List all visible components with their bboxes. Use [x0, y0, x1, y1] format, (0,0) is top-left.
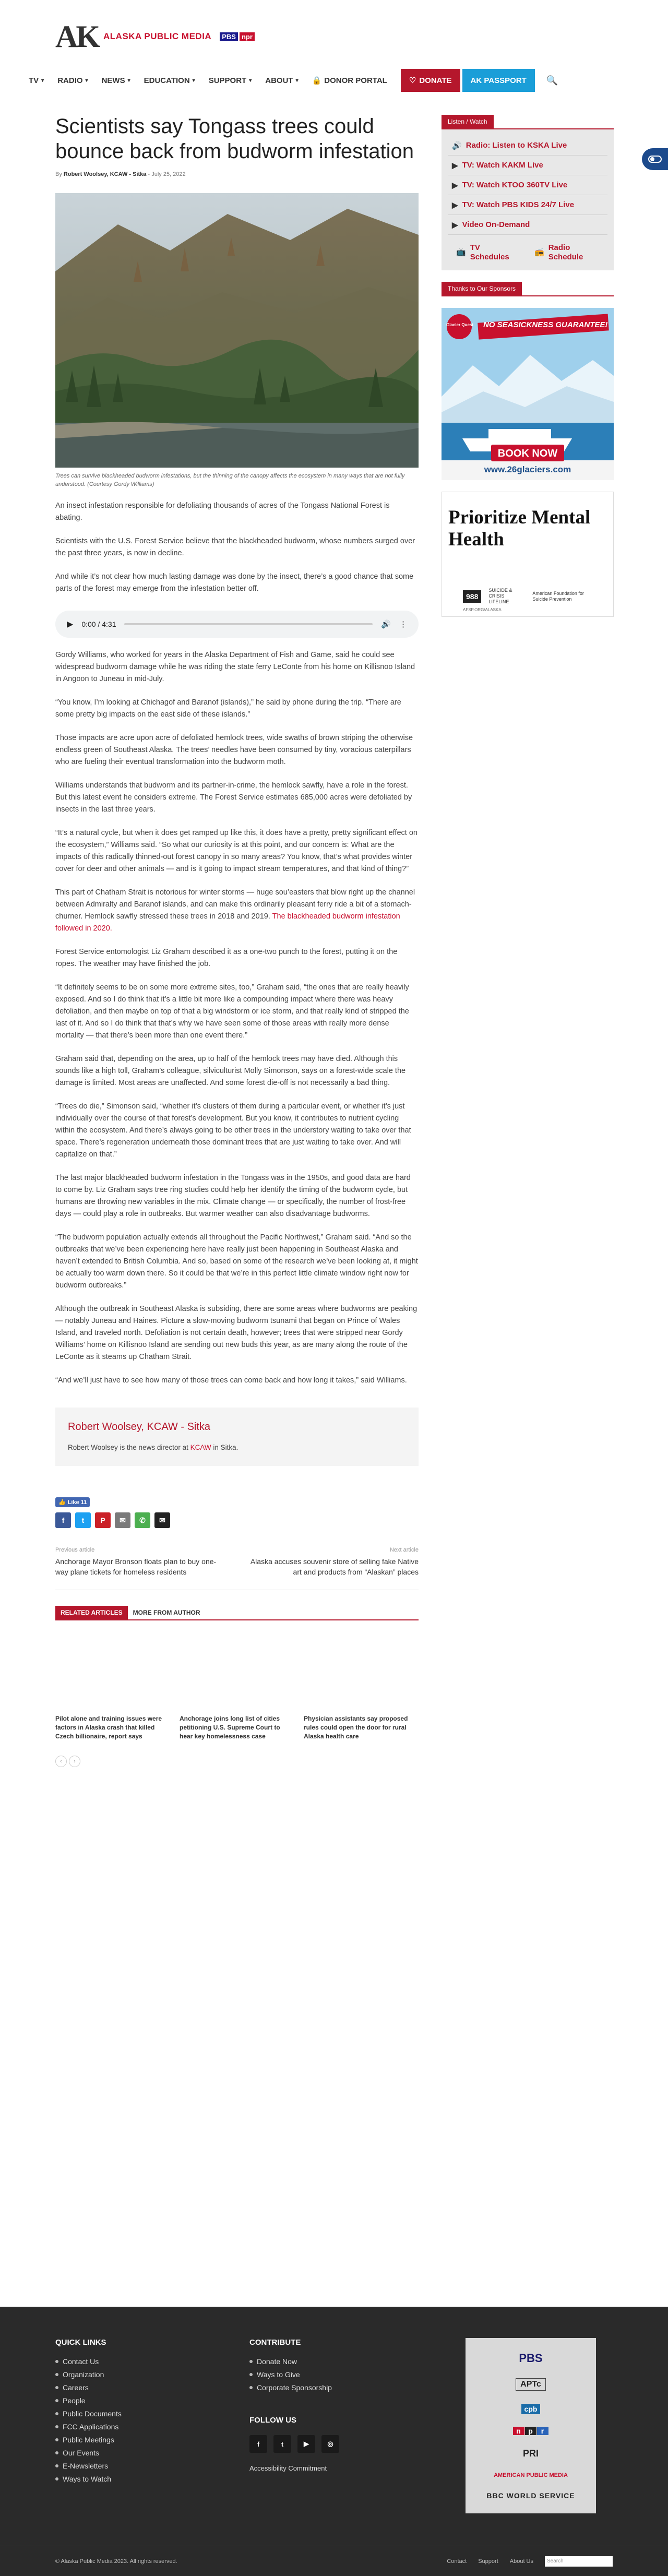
- site-footer: [0, 2307, 668, 2576]
- youtube-icon[interactable]: ▶: [297, 2435, 315, 2453]
- footer-search-input[interactable]: Search: [545, 2556, 613, 2567]
- chevron-left-icon[interactable]: ‹: [55, 1756, 67, 1767]
- sponsor-ad-glaciers[interactable]: [442, 308, 614, 480]
- heart-icon: ♡: [409, 76, 416, 85]
- author-box-name[interactable]: Robert Woolsey, KCAW - Sitka: [68, 1421, 211, 1433]
- site-header: [0, 0, 668, 68]
- article-paragraph: Scientists with the U.S. Forest Service believe that the blackheaded budworm, whose numbers surged over the past three years, is now in decline.: [55, 537, 415, 557]
- related-pagination: [55, 1756, 419, 1767]
- article-paragraph: “It definitely seems to be on some more extreme sites, too,” Graham said, “the ones that are really heavily exposed. And so I do think that it’s a little bit more like a compounding impact where there was heavy defoliation, and then maybe on top of that a big windstorm or ice storm, and that really kind of stripped the last of it. And so I do think that that’s why we have seen some of those areas with really more dense mortality — that there’s been more than one event there.”: [55, 983, 409, 1040]
- footer-bottom-contact[interactable]: Contact: [447, 2558, 467, 2565]
- footer-bottom-bar: [0, 2546, 668, 2576]
- article-paragraph: Forest Service entomologist Liz Graham described it as a one-two punch to the forest, putting it on the ropes. The weather may have finished the job.: [55, 948, 398, 968]
- play-icon: ▶: [452, 161, 458, 170]
- footer-quick-link[interactable]: Our Events: [55, 2449, 122, 2457]
- sponsors-heading: Thanks to Our Sponsors: [442, 282, 522, 295]
- tab-related-articles[interactable]: RELATED ARTICLES: [55, 1606, 128, 1619]
- play-icon: ▶: [452, 181, 458, 190]
- bbc-logo[interactable]: BBC WORLD SERVICE: [486, 2491, 575, 2500]
- article-paragraph: “And we’ll just have to see how many of those trees can come back and how long it takes,” said Williams.: [55, 1376, 407, 1385]
- lifeline-logo: 988: [463, 590, 481, 603]
- listen-item-tv-pbs-kids[interactable]: ▶ TV: Watch PBS KIDS 24/7 Live: [448, 195, 607, 215]
- related-article-link[interactable]: Anchorage joins long list of cities petitioning U.S. Supreme Court to hear key homelessness case: [180, 1715, 280, 1740]
- contribute-links: CONTRIBUTE Donate Now Ways to Give Corporate Sponsorship FOLLOW US f t ▶ ◎ Accessibility Commitment: [249, 2338, 339, 2472]
- afsp-logo: American Foundation for Suicide Prevention: [532, 590, 584, 602]
- follow-us-heading: FOLLOW US: [249, 2416, 296, 2425]
- author-bio: Robert Woolsey is the news director at KCAW in Sitka.: [68, 1444, 238, 1451]
- footer-link-ways-to-give[interactable]: Ways to Give: [249, 2370, 339, 2379]
- passport-button[interactable]: AK PASSPORT: [462, 69, 535, 92]
- chevron-down-icon: ▾: [192, 77, 195, 84]
- sidebar: [442, 115, 614, 617]
- listen-item-video-on-demand[interactable]: ▶ Video On-Demand: [448, 215, 607, 235]
- listen-watch-heading: Listen / Watch: [442, 115, 494, 128]
- prev-next-nav: [55, 1547, 419, 1590]
- afsp-url: AFSP.ORG/ALASKA: [463, 607, 502, 612]
- listen-item-tv-ktoo[interactable]: ▶ TV: Watch KTOO 360TV Live: [448, 175, 607, 195]
- site-logo[interactable]: [55, 21, 255, 52]
- footer-quick-link[interactable]: Public Documents: [55, 2410, 122, 2418]
- facebook-share-icon[interactable]: f: [55, 1512, 71, 1528]
- apm-logo[interactable]: AMERICAN PUBLIC MEDIA: [494, 2472, 568, 2478]
- social-links: [249, 2435, 339, 2453]
- footer-quick-link[interactable]: Ways to Watch: [55, 2475, 122, 2483]
- speaker-icon: 🔊: [452, 141, 462, 150]
- npr-badge: npr: [240, 32, 255, 41]
- tv-icon: 📺: [456, 248, 466, 257]
- nav-radio[interactable]: RADIO ▾: [57, 76, 88, 85]
- footer-quick-link[interactable]: E-Newsletters: [55, 2462, 122, 2470]
- article: [55, 114, 419, 1767]
- budworm-link[interactable]: The blackheaded budworm infestation followed in 2020.: [55, 912, 400, 933]
- tv-schedules-link[interactable]: 📺 TV Schedules: [456, 243, 509, 261]
- radio-schedule-link[interactable]: 📻 Radio Schedule: [534, 243, 583, 261]
- instagram-icon[interactable]: ◎: [321, 2435, 339, 2453]
- accessibility-toggle[interactable]: [642, 148, 668, 170]
- article-paragraph: An insect infestation responsible for defoliating thousands of acres of the Tongass National Forest is abating.: [55, 502, 390, 522]
- radio-icon: 📻: [534, 248, 544, 257]
- footer-bottom-about[interactable]: About Us: [509, 2558, 533, 2565]
- lifeline-sub: SUICIDE & CRISIS LIFELINE: [488, 588, 512, 604]
- lock-icon: 🔒: [312, 76, 322, 85]
- whatsapp-share-icon[interactable]: ✆: [135, 1512, 150, 1528]
- footer-quick-link[interactable]: Organization: [55, 2370, 122, 2379]
- article-paragraph: “You know, I’m looking at Chichagof and Baranof (islands),” he said by phone during the trip. “There are some pretty big impacts on the east side of these islands.”: [55, 698, 401, 719]
- logo-mark: AK: [55, 19, 98, 54]
- share-buttons: [55, 1512, 419, 1528]
- donate-button[interactable]: ♡ DONATE: [401, 69, 460, 92]
- twitter-share-icon[interactable]: t: [75, 1512, 91, 1528]
- facebook-like-button[interactable]: 👍 Like 11: [55, 1497, 90, 1507]
- ad-badge: NO SEASICKNESS GUARANTEE!: [483, 320, 608, 329]
- play-icon: ▶: [452, 200, 458, 210]
- nav-education[interactable]: EDUCATION ▾: [144, 76, 195, 85]
- footer-link-donate-now[interactable]: Donate Now: [249, 2357, 339, 2366]
- hero-image: [55, 193, 419, 468]
- pbs-badge: PBS: [220, 32, 238, 41]
- footer-quick-link[interactable]: People: [55, 2396, 122, 2405]
- author-link[interactable]: Robert Woolsey, KCAW - Sitka: [63, 171, 147, 177]
- main-nav: [29, 71, 639, 90]
- forest-photo: [55, 193, 419, 468]
- listen-item-radio-kska[interactable]: 🔊 Radio: Listen to KSKA Live: [448, 136, 607, 156]
- twitter-icon[interactable]: t: [273, 2435, 291, 2453]
- accessibility-commitment-link[interactable]: Accessibility Commitment: [249, 2464, 327, 2472]
- audio-progress[interactable]: [124, 623, 373, 625]
- nav-tv[interactable]: TV ▾: [29, 76, 44, 85]
- nav-support[interactable]: SUPPORT ▾: [208, 76, 252, 85]
- quick-links: QUICK LINKS Contact Us Organization Careers People Public Documents FCC Applications Public Meetings Our Events E-Newsletters Ways to Watch: [55, 2338, 122, 2483]
- tab-more-from-author[interactable]: MORE FROM AUTHOR: [133, 1609, 200, 1616]
- footer-quick-link[interactable]: Public Meetings: [55, 2436, 122, 2444]
- audio-time: 0:00 / 4:31: [81, 620, 116, 628]
- volume-icon[interactable]: 🔊: [381, 620, 391, 629]
- play-icon: ▶: [452, 220, 458, 230]
- play-icon[interactable]: ▶: [67, 620, 74, 629]
- chevron-down-icon: ▾: [85, 77, 88, 84]
- chevron-down-icon: ▾: [249, 77, 252, 84]
- related-article-link[interactable]: Physician assistants say proposed rules could open the door for rural Alaska health care: [304, 1715, 408, 1740]
- partner-logos: [466, 2338, 596, 2513]
- article-paragraph: “The budworm population actually extends all throughout the Pacific Northwest,” Graham said. “And so the outbreaks that we’ve been experiencing here have really just been happening in Southeast Alaska and haven’t extended to British Columbia. And so, based on some of the research we’ve been looking at, it might be actually too warm down there. So it could be that we’re in this perfect little climate window right now for budworm outbreaks.”: [55, 1233, 418, 1290]
- pbs-logo[interactable]: PBS: [519, 2352, 543, 2365]
- article-paragraph: Those impacts are acre upon acre of defoliated hemlock trees, wide swaths of brown striping the otherwise endless green of Southeast Alaska. The trees’ needles have been consumed by tiny, voracious caterpillars who are fueling their eventual transformation into the budworm moth.: [55, 734, 413, 766]
- article-paragraph: The last major blackheaded budworm infestation in the Tongass was in the 1950s, and good data are hard to come by. Liz Graham says tree ring studies could help her identify the timing of the budworm cycle, but humans are throwing new variables in the mix. Climate change — or specifically, the number of frost-free days — could play a role in outbreaks. But warmer weather can also disadvantage budworms.: [55, 1174, 411, 1218]
- facebook-icon[interactable]: f: [249, 2435, 267, 2453]
- article-paragraph: “It’s a natural cycle, but when it does get ramped up like this, it does have a pretty, pretty significant effect on the ecosystem,” Williams said. “So what our curiosity is at this point, and our concern is: What are the impacts of this radically thinned-out forest canopy in so many areas? You know, that’s what provides winter cover for deer and other animals — and is it going to impact stream temperatures, and that kind of thing?”: [55, 829, 418, 873]
- article-paragraph: Gordy Williams, who worked for years in the Alaska Department of Fish and Game, said he could see widespread budworm damage while he was riding the state ferry LeConte from his home on Killisnoo Island in Angoon to Juneau in mid-July.: [55, 651, 415, 683]
- sponsor-ad-mental-health[interactable]: [442, 492, 614, 617]
- donor-portal-link[interactable]: 🔒 DONOR PORTAL: [312, 76, 387, 85]
- email-share-icon[interactable]: ✉: [115, 1512, 130, 1528]
- ad-brand: Glacier Quest: [446, 323, 474, 327]
- listen-watch-list: [442, 129, 614, 270]
- image-caption: Trees can survive blackheaded budworm infestations, but the thinning of the canopy affects the ecosystem in many ways that are not fully understood. (Courtesy Gordy Williams): [55, 473, 405, 487]
- search-icon[interactable]: 🔍: [546, 75, 558, 86]
- aptc-logo[interactable]: APTc: [516, 2378, 546, 2391]
- audio-player: [55, 611, 419, 638]
- pinterest-share-icon[interactable]: P: [95, 1512, 111, 1528]
- thumbs-up-icon: 👍: [58, 1499, 66, 1506]
- book-now-button[interactable]: BOOK NOW: [497, 448, 558, 459]
- nav-about[interactable]: ABOUT ▾: [265, 76, 299, 85]
- article-paragraph: Williams understands that budworm and its partner-in-crime, the hemlock sawfly, have a role in the forest. But this latest event he considers extreme. The Forest Service estimates 685,000 acres were defoliated by insects in the last three years.: [55, 781, 412, 814]
- footer-quick-link[interactable]: FCC Applications: [55, 2423, 122, 2431]
- related-article-link[interactable]: Pilot alone and training issues were factors in Alaska crash that killed Czech billionaire, report says: [55, 1715, 162, 1740]
- publish-date: July 25, 2022: [151, 171, 186, 177]
- ad-url: www.26glaciers.com: [484, 464, 571, 474]
- related-tabs: [55, 1606, 419, 1620]
- chevron-down-icon: ▾: [41, 77, 44, 84]
- listen-watch-section: [442, 115, 614, 270]
- chevron-down-icon: ▾: [295, 77, 299, 84]
- chevron-right-icon[interactable]: ›: [69, 1756, 80, 1767]
- previous-article-link[interactable]: Previous article Anchorage Mayor Bronson floats plan to buy one-way plane tickets for homeless residents: [55, 1547, 217, 1576]
- next-article-link[interactable]: Next article Alaska accuses souvenir store of selling fake Native art and products from “Alaskan” places: [250, 1547, 419, 1576]
- mail-share-icon[interactable]: ✉: [154, 1512, 170, 1528]
- chevron-down-icon: ▾: [127, 77, 130, 84]
- footer-quick-link[interactable]: Careers: [55, 2383, 122, 2392]
- logo-text: ALASKA PUBLIC MEDIA: [103, 31, 212, 41]
- footer-link-corporate-sponsorship[interactable]: Corporate Sponsorship: [249, 2383, 339, 2392]
- ad-mental-health-title: Prioritize Mental Health: [448, 507, 591, 550]
- footer-bottom-support[interactable]: Support: [478, 2558, 498, 2565]
- toggle-icon: [648, 156, 662, 163]
- related-articles: [55, 1714, 419, 1741]
- article-paragraph: Graham said that, depending on the area, up to half of the hemlock trees may have died. Although this sounds like a high toll, Graham’s colleague, silviculturist Molly Simonson, says on a forest-wide scale the damage is limited. Most areas are unaffected. And some forest die-off is not necessarily a bad thing.: [55, 1055, 406, 1087]
- kcaw-link[interactable]: KCAW: [190, 1444, 211, 1451]
- cpb-logo[interactable]: cpb: [521, 2404, 541, 2414]
- more-options-icon[interactable]: ⋮: [399, 620, 407, 629]
- article-paragraph: Although the outbreak in Southeast Alaska is subsiding, there are some areas where budworms are peaking — notably Juneau and Haines. Picture a slow-moving budworm tsunami that began on Prince of Wales Island, and traveled north. Defoliation is not certain death, however; trees that were stripped near Gordy Williams’ home on Killisnoo Island are sending out new buds this year, as are many along the route of the LeConte as it steams up Chatham Strait.: [55, 1305, 418, 1361]
- footer-quick-link[interactable]: Contact Us: [55, 2357, 122, 2366]
- article-paragraph: And while it’s not clear how much lasting damage was done by the insect, there’s a good chance that some parts of the forest may emerge from the infestation better off.: [55, 573, 414, 593]
- npr-logo[interactable]: n p r: [513, 2427, 549, 2435]
- article-paragraph: This part of Chatham Strait is notorious for winter storms — huge sou’easters that blow right up the channel between Admiralty and Baranof islands, and can make this ordinarily pleasant ferry ride a bit of a stomach-churner. Hemlock sawfly stressed these trees in 2018 and 2019. The blackheaded budworm infestation followed in 2020.: [55, 888, 415, 933]
- share-section: [55, 1497, 419, 1528]
- article-title: Scientists say Tongass trees could bounce back from budworm infestation: [55, 115, 414, 163]
- listen-item-tv-kakm[interactable]: ▶ TV: Watch KAKM Live: [448, 156, 607, 175]
- byline: By Robert Woolsey, KCAW - Sitka - July 25, 2022: [55, 171, 186, 177]
- pri-logo[interactable]: PRI: [522, 2448, 539, 2459]
- author-box: [55, 1408, 419, 1466]
- copyright: © Alaska Public Media 2023. All rights reserved.: [55, 2558, 177, 2565]
- nav-news[interactable]: NEWS ▾: [101, 76, 130, 85]
- logo-badges: [220, 32, 255, 41]
- sponsors-section: [442, 282, 614, 617]
- article-paragraph: “Trees do die,” Simonson said, “whether it’s clusters of them during a particular event, or whether it’s just individually over the course of that forest’s development. But you know, it contributes to nutrient cycling within the ecosystem. And there’s always going to be other trees in the understory waiting to take over that space. There’s regeneration underneath those dominant trees that are just waiting to take over. And will capitalize on that.”: [55, 1102, 411, 1159]
